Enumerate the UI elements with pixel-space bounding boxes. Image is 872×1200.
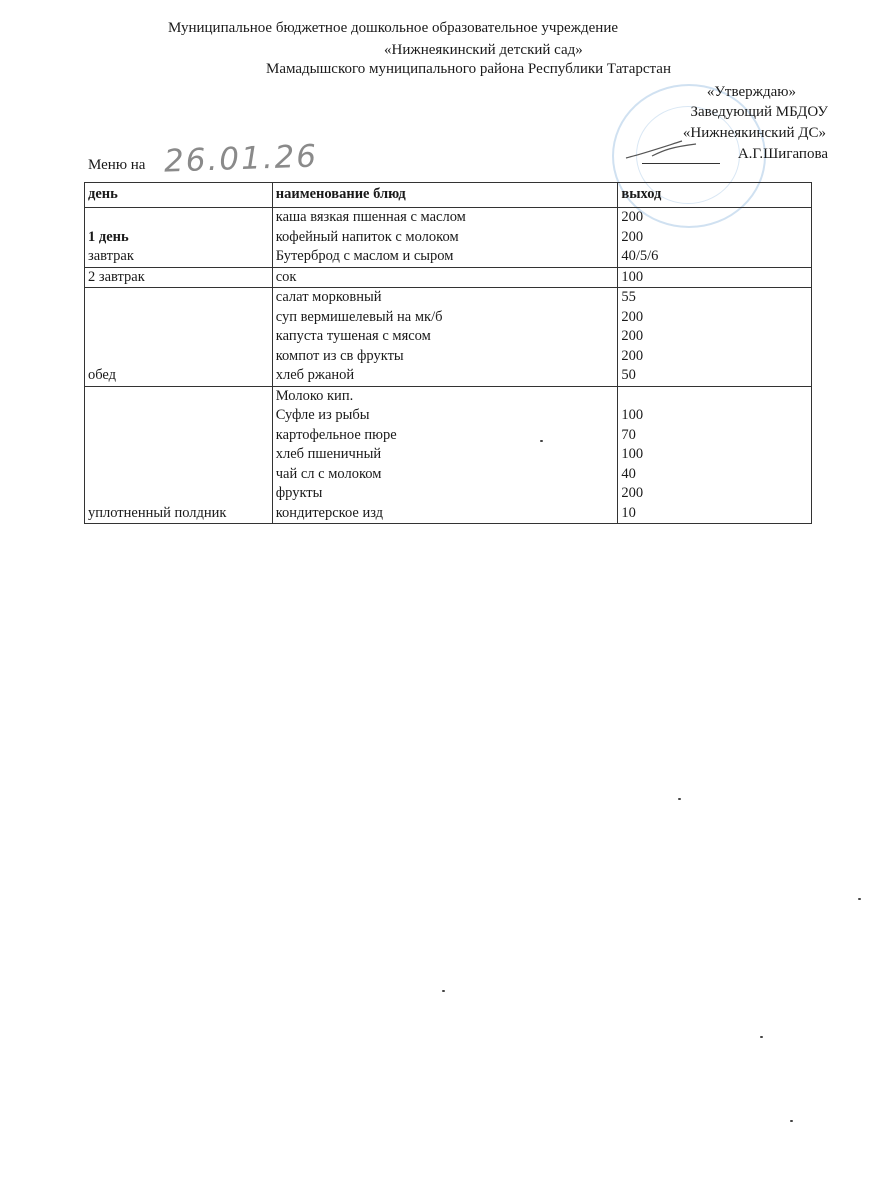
dish-item: каша вязкая пшенная с маслом bbox=[275, 209, 466, 225]
dish-item: чай сл с молоком bbox=[275, 465, 382, 482]
scan-speck bbox=[790, 1120, 793, 1122]
scan-speck bbox=[858, 898, 861, 900]
dish-item: хлеб пшеничный bbox=[275, 446, 382, 462]
header-day: день bbox=[85, 183, 273, 208]
yield-item: 40/5/6 bbox=[621, 248, 659, 264]
dish-item: хлеб ржаной bbox=[275, 367, 355, 383]
day-label: 1 день bbox=[88, 228, 129, 245]
meal-cell bbox=[85, 267, 273, 288]
table-row bbox=[85, 288, 812, 387]
approval-title: «Утверждаю» bbox=[706, 84, 796, 100]
table-header-row bbox=[85, 183, 812, 208]
yield-item: 100 bbox=[621, 268, 644, 285]
approval-name: А.Г.Шигапова bbox=[737, 146, 828, 162]
dish-item: салат морковный bbox=[275, 289, 382, 305]
dish-item: сок bbox=[275, 268, 297, 285]
table-row bbox=[85, 386, 812, 524]
dishes-cell bbox=[272, 386, 618, 524]
dish-item: Молоко кип. bbox=[275, 387, 354, 404]
scan-speck bbox=[442, 990, 445, 992]
dish-item: суп вермишелевый на мк/б bbox=[275, 308, 443, 325]
meal-label: 2 завтрак bbox=[88, 268, 145, 285]
meal-cell bbox=[85, 288, 273, 387]
dish-item: фрукты bbox=[275, 485, 323, 501]
signature-icon bbox=[622, 138, 700, 162]
menu-table bbox=[84, 182, 812, 524]
meal-cell bbox=[85, 386, 273, 524]
table-row bbox=[85, 267, 812, 288]
yields-cell bbox=[618, 288, 812, 387]
dish-item: картофельное пюре bbox=[275, 426, 397, 443]
yield-item: 100 bbox=[621, 446, 644, 462]
yield-item: 70 bbox=[621, 426, 636, 443]
dish-item: капуста тушеная с мясом bbox=[275, 328, 431, 344]
header-dish: наименование блюд bbox=[272, 183, 618, 208]
yield-item: 200 bbox=[621, 209, 644, 225]
handwritten-date: 26.01.26 bbox=[163, 138, 319, 180]
dish-item: Бутерброд с маслом и сыром bbox=[275, 248, 454, 264]
yield-item: 100 bbox=[621, 407, 644, 423]
yield-item: 200 bbox=[621, 328, 644, 344]
yield-item: 200 bbox=[621, 485, 644, 501]
approval-position: Заведующий МБДОУ bbox=[690, 104, 828, 120]
meal-cell bbox=[85, 208, 273, 268]
meal-label: уплотненный полдник bbox=[88, 504, 227, 521]
org-line-2: «Нижнеякинский детский сад» bbox=[384, 42, 583, 58]
header-yield: выход bbox=[618, 183, 812, 208]
yield-item bbox=[621, 387, 808, 407]
meal-label: завтрак bbox=[88, 248, 134, 264]
org-line-1: Муниципальное бюджетное дошкольное образовательное учреждение bbox=[168, 20, 618, 36]
dish-item: кондитерское изд bbox=[275, 504, 384, 521]
meal-label: обед bbox=[88, 367, 117, 383]
dishes-cell bbox=[272, 288, 618, 387]
approval-organization: «Нижнеякинский ДС» bbox=[682, 125, 826, 141]
dishes-cell bbox=[272, 208, 618, 268]
yields-cell bbox=[618, 208, 812, 268]
dish-item: Суфле из рыбы bbox=[275, 407, 370, 423]
yield-item: 55 bbox=[621, 289, 636, 305]
yield-item: 40 bbox=[621, 465, 636, 482]
yield-item: 200 bbox=[621, 228, 644, 245]
signature-line bbox=[642, 163, 720, 164]
yield-item: 10 bbox=[621, 504, 636, 521]
yields-cell bbox=[618, 267, 812, 288]
yield-item: 200 bbox=[621, 347, 644, 364]
scan-speck bbox=[540, 440, 543, 442]
scan-speck bbox=[678, 798, 681, 800]
table-row bbox=[85, 208, 812, 268]
dish-item: кофейный напиток с молоком bbox=[275, 228, 459, 245]
menu-label: Меню на bbox=[88, 157, 146, 173]
dishes-cell bbox=[272, 267, 618, 288]
yield-item: 200 bbox=[621, 308, 644, 325]
scan-speck bbox=[760, 1036, 763, 1038]
org-line-3: Мамадышского муниципального района Республики Татарстан bbox=[266, 61, 671, 77]
yield-item: 50 bbox=[621, 367, 636, 383]
dish-item: компот из св фрукты bbox=[275, 347, 404, 364]
yields-cell bbox=[618, 386, 812, 524]
